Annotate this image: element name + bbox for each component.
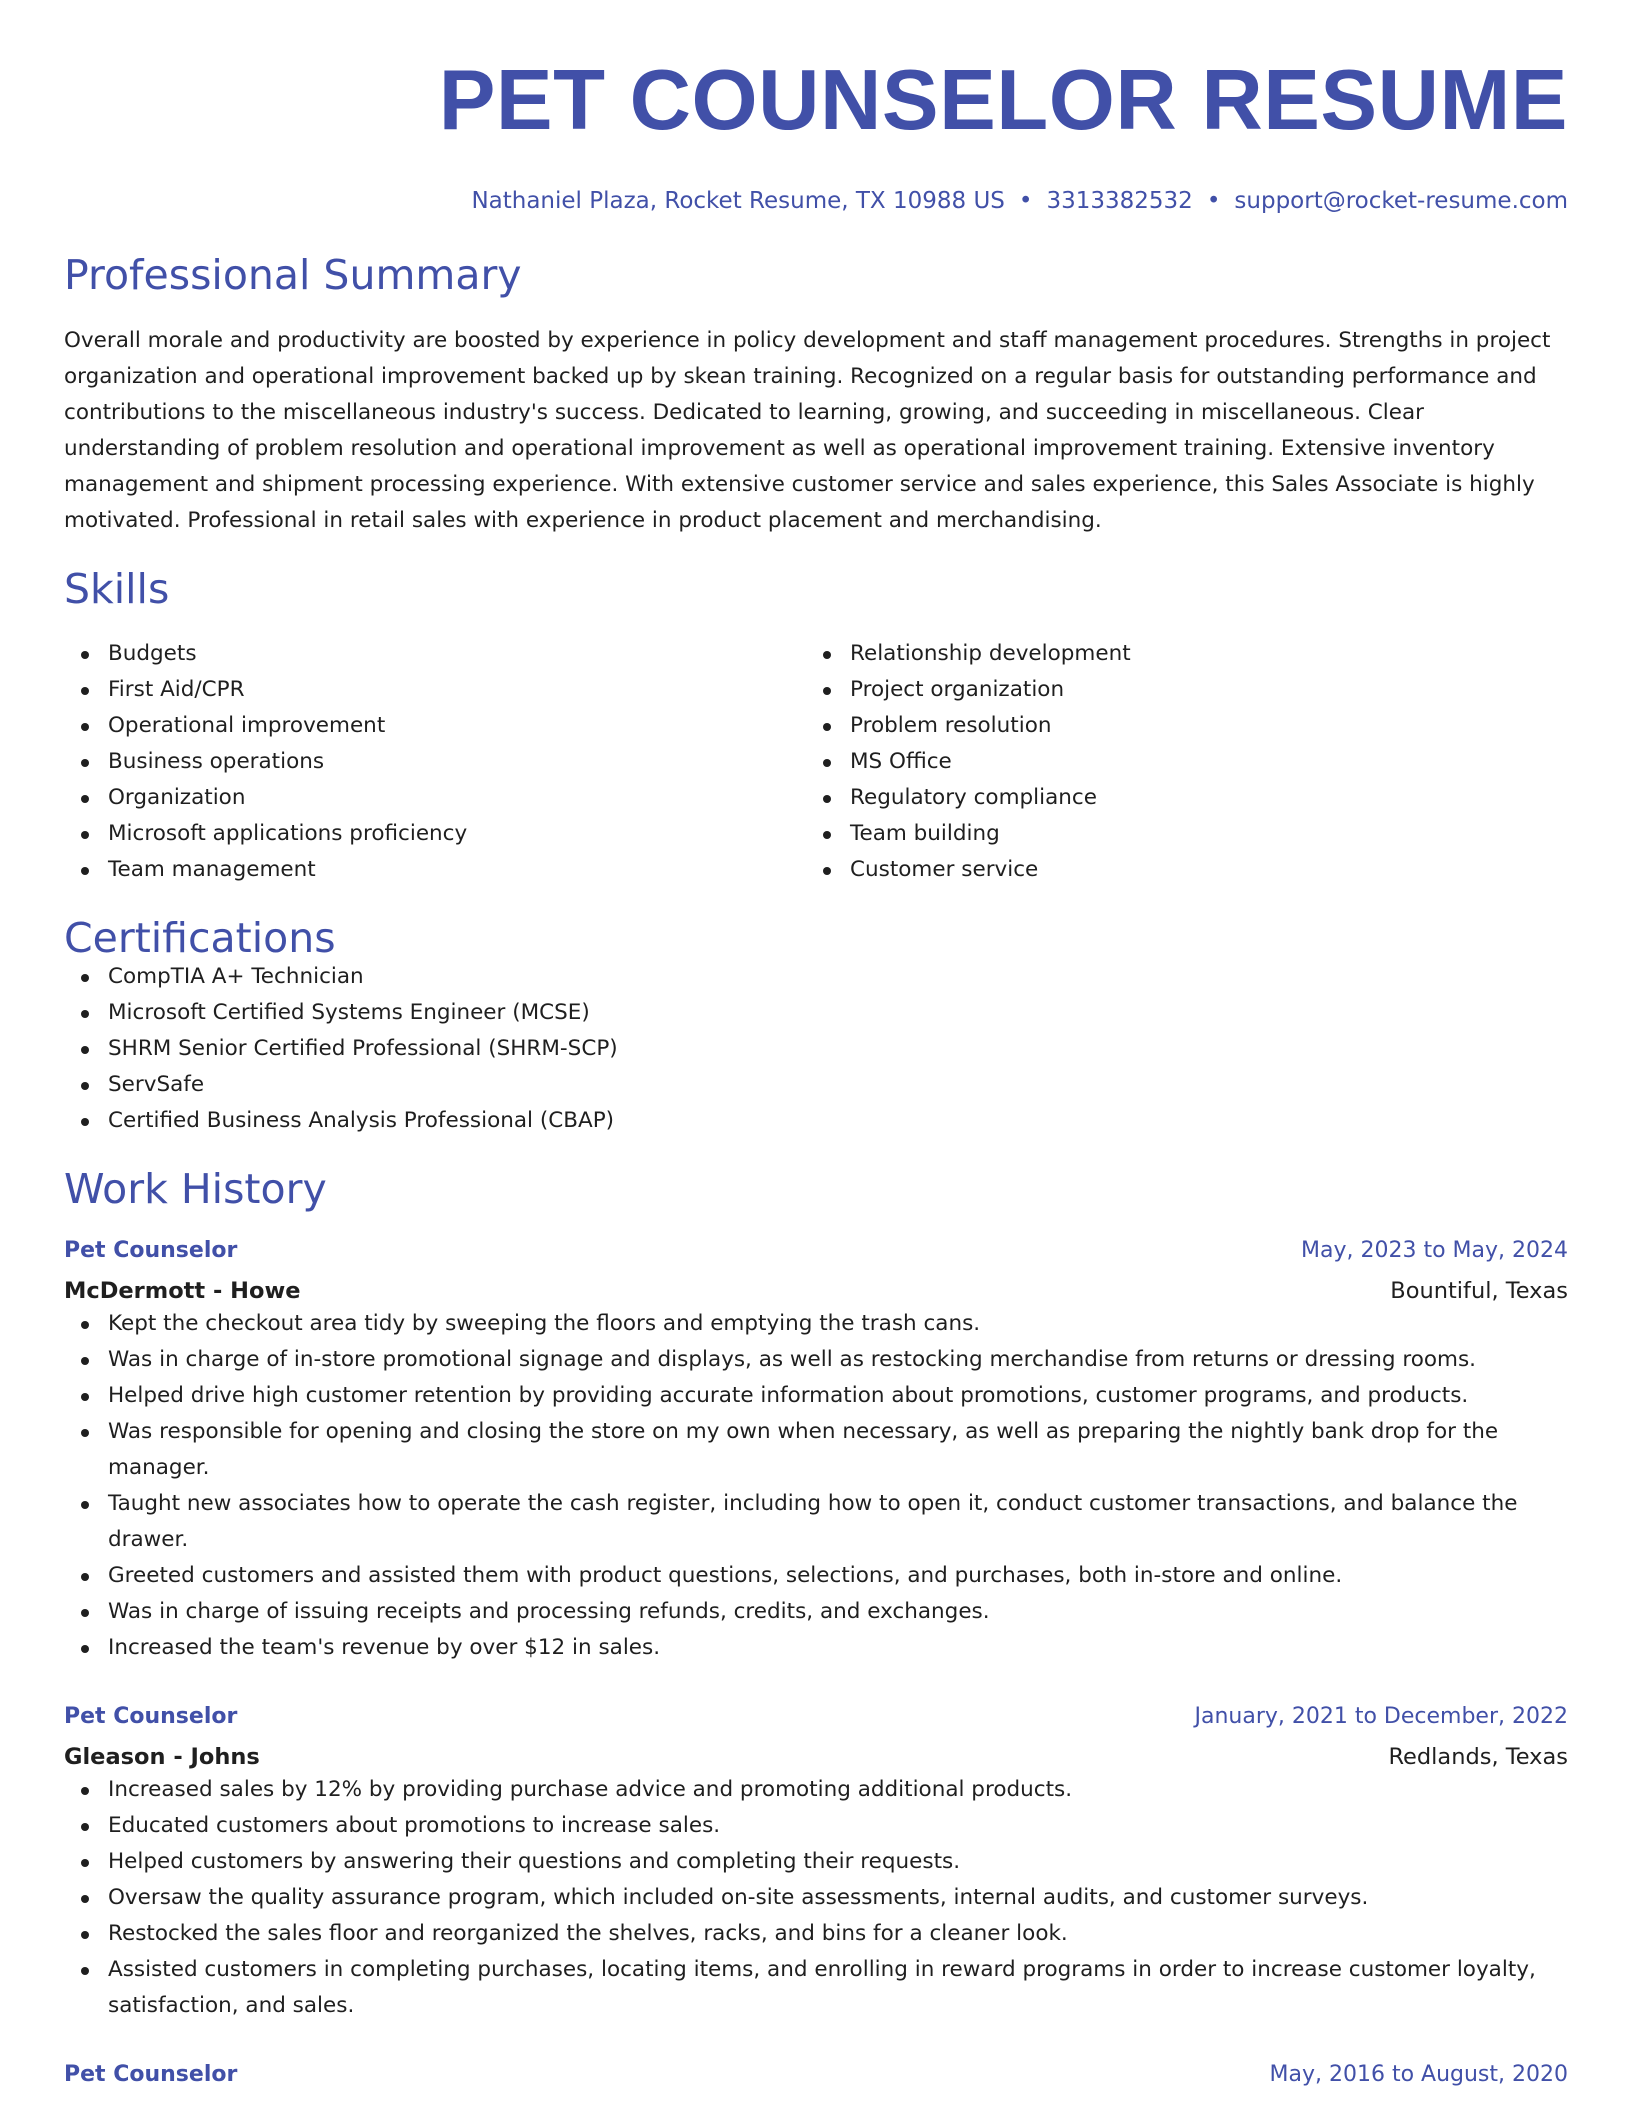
job-dates: May, 2023 to May, 2024 xyxy=(1301,1238,1568,1263)
job-duty: Oversaw the quality assurance program, which included on-site assessments, internal audits, and customer surveys. xyxy=(108,1880,1568,1916)
skills-list-left xyxy=(64,636,806,888)
job-duty: Was responsible for opening and closing the store on my own when necessary, as well as preparing the nightly bank drop for the manager. xyxy=(108,1414,1568,1486)
skill-item: First Aid/CPR xyxy=(108,672,806,708)
certification-item: CompTIA A+ Technician xyxy=(108,959,1568,995)
job-duty: Helped drive high customer retention by providing accurate information about promotions, customer programs, and products. xyxy=(108,1378,1568,1414)
job-duty: Restocked the sales floor and reorganized the shelves, racks, and bins for a cleaner look. xyxy=(108,1916,1568,1952)
job-entry xyxy=(64,1702,1568,2024)
skills-columns xyxy=(64,636,1568,888)
skills-column-right xyxy=(806,636,1548,888)
job-entry xyxy=(64,1236,1568,1666)
job-duty: Greeted customers and assisted them with product questions, selections, and purchases, both in-store and online. xyxy=(108,1558,1568,1594)
job-company-row xyxy=(64,1276,1568,1306)
skill-item: Team management xyxy=(108,852,806,888)
job-header-row xyxy=(64,1236,1568,1266)
job-duty: Was in charge of in-store promotional signage and displays, as well as restocking merchandise from returns or dressing rooms. xyxy=(108,1342,1568,1378)
job-duty: Was in charge of issuing receipts and processing refunds, credits, and exchanges. xyxy=(108,1594,1568,1630)
contact-separator: • xyxy=(1206,188,1221,214)
job-duties-list xyxy=(64,1772,1568,2024)
job-duty: Kept the checkout area tidy by sweeping the floors and emptying the trash cans. xyxy=(108,1306,1568,1342)
job-duty: Educated customers about promotions to increase sales. xyxy=(108,1808,1568,1844)
skill-item: Regulatory compliance xyxy=(850,780,1548,816)
contact-address: Nathaniel Plaza, Rocket Resume, TX 10988 US xyxy=(471,188,1005,214)
skill-item: Organization xyxy=(108,780,806,816)
job-header-row xyxy=(64,1702,1568,1732)
skills-list-right xyxy=(806,636,1548,888)
certification-item: SHRM Senior Certified Professional (SHRM-SCP) xyxy=(108,1031,1568,1067)
contact-email[interactable]: support@rocket-resume.com xyxy=(1234,188,1568,214)
skill-item: Budgets xyxy=(108,636,806,672)
job-title: Pet Counselor xyxy=(64,1704,238,1729)
certification-item: Microsoft Certified Systems Engineer (MCSE) xyxy=(108,995,1568,1031)
job-duty: Taught new associates how to operate the cash register, including how to open it, conduct customer transactions, and balance the drawer. xyxy=(108,1486,1568,1558)
skill-item: Problem resolution xyxy=(850,708,1548,744)
job-dates: January, 2021 to December, 2022 xyxy=(1194,1704,1568,1729)
skill-item: MS Office xyxy=(850,744,1548,780)
certifications-list xyxy=(64,959,1568,1139)
job-duties-list xyxy=(64,1306,1568,1666)
skill-item: Project organization xyxy=(850,672,1548,708)
skill-item: Customer service xyxy=(850,852,1548,888)
resume-title: PET COUNSELOR RESUME xyxy=(438,53,1568,148)
contact-separator: • xyxy=(1018,188,1033,214)
skills-heading: Skills xyxy=(64,565,170,613)
certification-item: ServSafe xyxy=(108,1067,1568,1103)
job-title: Pet Counselor xyxy=(64,2062,238,2087)
resume-page xyxy=(64,0,1568,2090)
skill-item: Operational improvement xyxy=(108,708,806,744)
contact-line xyxy=(64,186,1568,216)
job-duty: Increased the team's revenue by over $12 in sales. xyxy=(108,1630,1568,1666)
contact-phone[interactable]: 3313382532 xyxy=(1046,188,1193,214)
skill-item: Microsoft applications proficiency xyxy=(108,816,806,852)
skill-item: Relationship development xyxy=(850,636,1548,672)
certification-item: Certified Business Analysis Professional (CBAP) xyxy=(108,1103,1568,1139)
job-dates: May, 2016 to August, 2020 xyxy=(1269,2062,1568,2087)
certifications-heading: Certifications xyxy=(64,914,336,962)
summary-heading: Professional Summary xyxy=(64,251,522,299)
job-header-row xyxy=(64,2060,1568,2090)
job-location: Redlands, Texas xyxy=(1388,1744,1568,1770)
skill-item: Team building xyxy=(850,816,1548,852)
job-title: Pet Counselor xyxy=(64,1238,238,1263)
skills-column-left xyxy=(64,636,806,888)
job-company: Gleason - Johns xyxy=(64,1744,260,1770)
work-history-heading: Work History xyxy=(64,1165,327,1213)
job-company-row xyxy=(64,1742,1568,1772)
job-duty: Helped customers by answering their questions and completing their requests. xyxy=(108,1844,1568,1880)
job-duty: Assisted customers in completing purchases, locating items, and enrolling in reward programs in order to increase customer loyalty, satisfaction, and sales. xyxy=(108,1952,1568,2024)
job-company: McDermott - Howe xyxy=(64,1278,301,1304)
job-location: Bountiful, Texas xyxy=(1390,1278,1568,1304)
job-duty: Increased sales by 12% by providing purchase advice and promoting additional products. xyxy=(108,1772,1568,1808)
job-entry xyxy=(64,2060,1568,2090)
skill-item: Business operations xyxy=(108,744,806,780)
summary-text: Overall morale and productivity are boosted by experience in policy development and staff management procedures. Strengths in project organization and operational improvement backed up by skean training. Recognized on a regular basis for outstanding performance and contributions to the miscellaneous industry's success. Dedicated to learning, growing, and succeeding in miscellaneous. Clear understanding of problem resolution and operational improvement as well as operational improvement training. Extensive inventory management and shipment processing experience. With extensive customer service and sales experience, this Sales Associate is highly motivated. Professional in retail sales with experience in product placement and merchandising. xyxy=(64,328,1551,533)
